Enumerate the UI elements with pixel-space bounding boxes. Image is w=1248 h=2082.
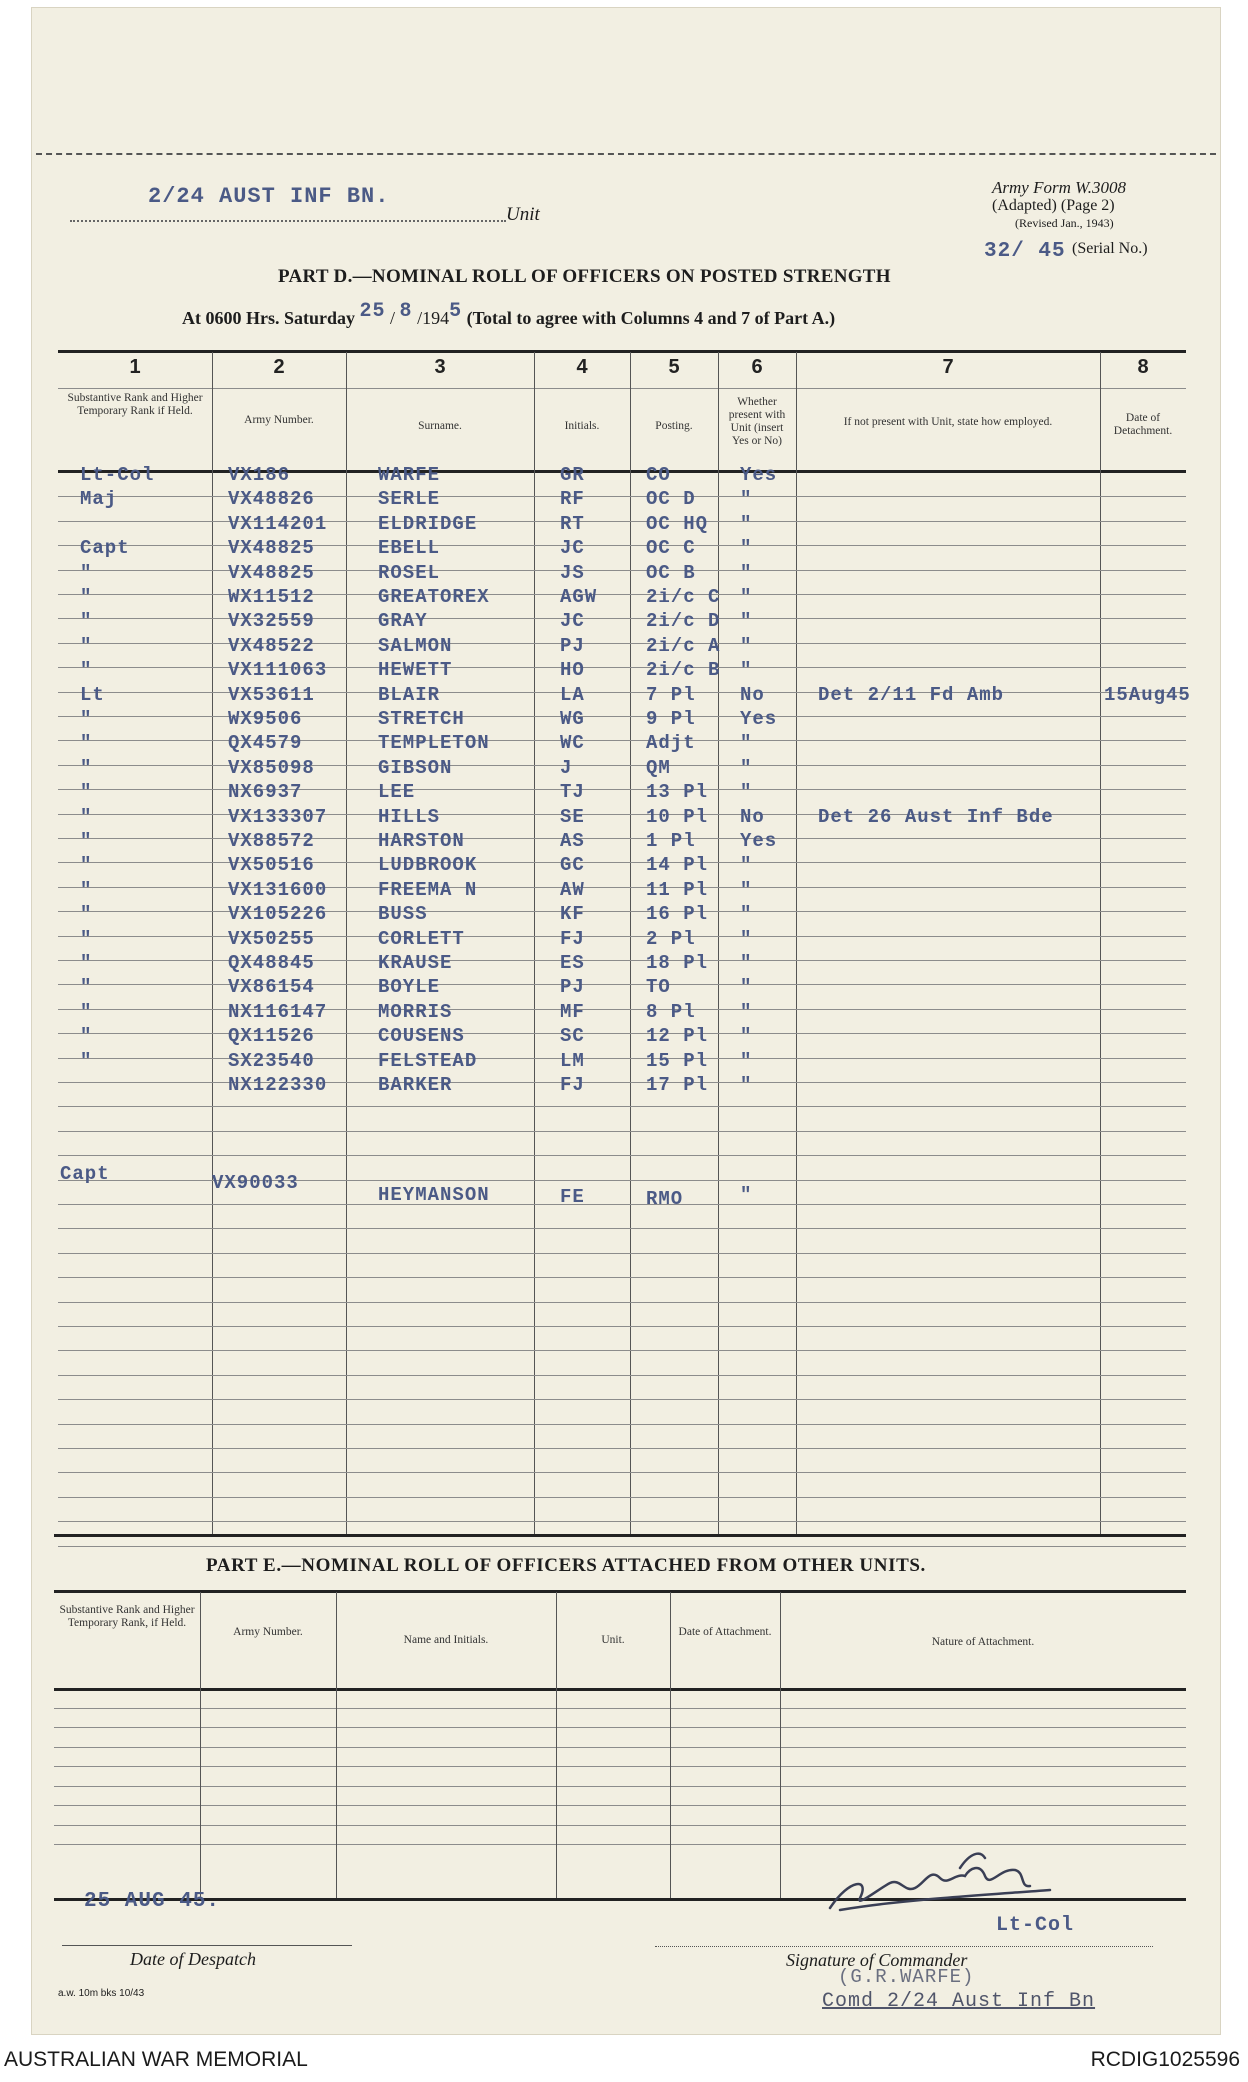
cell-number: NX122330 (228, 1074, 328, 1096)
cell-surname: COUSENS (378, 1025, 465, 1048)
cell-number: QX4579 (228, 732, 303, 755)
column-number: 1 (129, 356, 141, 378)
cell-present: " (740, 488, 753, 511)
part-e-column-divider (556, 1592, 557, 1898)
signature-label: Signature of Commander (786, 1950, 968, 1970)
cell-initials: JC (560, 537, 585, 560)
row-rule (58, 1448, 1186, 1449)
cell-surname: GREATOREX (378, 586, 490, 608)
column-number: 2 (273, 356, 285, 378)
cell-initials: FJ (560, 927, 585, 950)
column-number: 5 (668, 356, 680, 378)
cell-present: " (740, 878, 753, 901)
cell-rank: " (80, 1025, 93, 1048)
cell-posting: 7 Pl (646, 683, 696, 706)
unit-label: Unit (506, 204, 540, 225)
month-value: 8 (399, 300, 413, 323)
cell-initials: SC (560, 1025, 585, 1048)
part-e-row-rule (54, 1825, 1186, 1826)
cell-rank: Maj (80, 488, 118, 511)
cell-present: " (740, 976, 753, 999)
cell-number: VX114201 (228, 512, 328, 535)
part-e-row-rule (54, 1708, 1186, 1709)
cell-employed: Det 26 Aust Inf Bde (818, 805, 1054, 828)
part-e-row-rule (54, 1747, 1186, 1748)
cell-rank: Lt-Col (80, 464, 155, 486)
cell-present: " (740, 1074, 753, 1096)
cell-initials: RT (560, 512, 585, 535)
cell-present: No (740, 683, 765, 706)
column-divider (630, 352, 631, 1534)
commander-title: Comd 2/24 Aust Inf Bn (822, 1990, 1096, 2013)
column-divider (534, 352, 535, 1534)
part-e-row-rule (54, 1786, 1186, 1787)
part-e-column-divider (780, 1592, 781, 1898)
cell-number: VX131600 (228, 878, 328, 901)
cell-present: " (740, 1000, 753, 1023)
cell-surname: LUDBROOK (378, 854, 478, 877)
cell-rank: " (80, 781, 93, 804)
cell-posting: 9 Pl (646, 708, 696, 730)
despatch-line (62, 1945, 352, 1946)
cell-number: VX50516 (228, 854, 315, 877)
cell-surname: HARSTON (378, 830, 465, 852)
cell-initials: SE (560, 805, 585, 828)
header-number-rule (58, 388, 1186, 389)
day-value: 25 (359, 300, 386, 323)
part-e-header-rule (54, 1688, 1186, 1691)
cell-rank: " (80, 976, 93, 999)
part-e-row-rule (54, 1727, 1186, 1728)
cell-initials: PJ (560, 976, 585, 999)
row-rule (58, 1375, 1186, 1376)
cell-posting: 10 Pl (646, 805, 709, 828)
part-d-title: PART D.—NOMINAL ROLL OF OFFICERS ON POSTED STRENGTH (278, 266, 891, 287)
cell-present: " (740, 537, 753, 560)
row-rule (58, 1155, 1186, 1156)
cell-initials: LM (560, 1049, 585, 1072)
cell-posting: OC B (646, 561, 696, 584)
cell-number: VX53611 (228, 683, 315, 706)
part-e-row-rule (54, 1805, 1186, 1806)
row-rule (58, 1472, 1186, 1473)
cell-present: " (740, 781, 753, 804)
part-e-row-rule (54, 1766, 1186, 1767)
row-rule (58, 1350, 1186, 1351)
column-number: 6 (751, 356, 763, 378)
form-line-3: (Revised Jan., 1943) (1015, 216, 1114, 230)
cell-initials: LA (560, 683, 585, 706)
unit-value: 2/24 AUST INF BN. (148, 184, 390, 209)
cell-number: VX50255 (228, 927, 315, 950)
row-rule (58, 1302, 1186, 1303)
cell-rank: " (80, 586, 93, 608)
despatch-label: Date of Despatch (130, 1949, 256, 1969)
cell-posting: 2i/c B (646, 659, 721, 682)
signature-rank: Lt-Col (996, 1914, 1075, 1937)
column-number: 3 (434, 356, 446, 378)
cell-initials: HO (560, 659, 585, 682)
extra-cell-number: VX90033 (212, 1172, 299, 1194)
despatch-date: 25 AUG 45. (84, 1890, 221, 1913)
cell-posting: 15 Pl (646, 1049, 709, 1072)
cell-posting: 2i/c D (646, 610, 721, 633)
cell-posting: OC HQ (646, 512, 709, 535)
cell-present: " (740, 927, 753, 950)
column-header: Posting. (655, 420, 693, 432)
column-header: Whether present with Unit (insert Yes or No) (728, 396, 786, 447)
archive-left: AUSTRALIAN WAR MEMORIAL (4, 2048, 308, 2071)
serial-value: 32/ 45 (984, 240, 1066, 263)
column-header: Surname. (418, 420, 462, 432)
year-prefix: /194 (417, 308, 450, 328)
cell-initials: AW (560, 878, 585, 901)
cell-posting: 13 Pl (646, 781, 709, 804)
column-divider (718, 352, 719, 1534)
cell-posting: OC D (646, 488, 696, 511)
cell-posting: 17 Pl (646, 1074, 709, 1096)
cell-present: " (740, 854, 753, 877)
print-code: a.w. 10m bks 10/43 (58, 1988, 145, 1999)
cell-rank: " (80, 805, 93, 828)
cell-number: WX9506 (228, 708, 303, 730)
cell-surname: HEWETT (378, 659, 453, 682)
column-header: If not present with Unit, state how employed. (843, 416, 1053, 428)
cell-posting: CO (646, 464, 671, 486)
part-d-date-line (182, 300, 836, 331)
cell-surname: STRETCH (378, 708, 465, 730)
cell-surname: EBELL (378, 537, 441, 560)
cell-number: QX11526 (228, 1025, 315, 1048)
cell-surname: MORRIS (378, 1000, 453, 1023)
cell-posting: OC C (646, 537, 696, 560)
cell-number: VX48522 (228, 634, 315, 657)
archive-right: RCDIG1025596 (1090, 2048, 1240, 2071)
cell-rank: " (80, 830, 93, 852)
cell-surname: TEMPLETON (378, 732, 490, 755)
cell-rank: " (80, 952, 93, 974)
cell-initials: AS (560, 830, 585, 852)
cell-rank: " (80, 561, 93, 584)
cell-surname: SALMON (378, 634, 453, 657)
part-e-column-header: Substantive Rank and Higher Temporary Rank, if Held. (59, 1604, 195, 1629)
column-number: 4 (576, 356, 588, 378)
cell-number: NX6937 (228, 781, 303, 804)
cell-number: VX48825 (228, 561, 315, 584)
cell-surname: GRAY (378, 610, 428, 633)
cell-rank: " (80, 903, 93, 926)
cell-posting: 2 Pl (646, 927, 696, 950)
column-divider (212, 352, 213, 1534)
cell-date: 15Aug45 (1104, 683, 1191, 706)
cell-surname: SERLE (378, 488, 441, 511)
serial-label: (Serial No.) (1072, 240, 1148, 257)
column-header: Army Number. (244, 414, 314, 426)
part-e-column-divider (336, 1592, 337, 1898)
part-e-column-divider (670, 1592, 671, 1898)
cell-initials: GC (560, 854, 585, 877)
cell-posting: 11 Pl (646, 878, 709, 901)
cell-posting: 14 Pl (646, 854, 709, 877)
part-e-column-divider (200, 1592, 201, 1898)
cell-surname: FELSTEAD (378, 1049, 478, 1072)
cell-surname: KRAUSE (378, 952, 453, 974)
cell-number: VX186 (228, 464, 291, 486)
cell-present: " (740, 732, 753, 755)
signature-line (655, 1946, 1153, 1947)
cell-rank: " (80, 610, 93, 633)
row-rule (58, 1228, 1186, 1229)
row-rule (58, 1106, 1186, 1107)
cell-initials: GR (560, 464, 585, 486)
extra-cell-initials: FE (560, 1186, 585, 1208)
cell-initials: J (560, 756, 573, 779)
unit-dotted-line (70, 220, 506, 222)
cell-present: " (740, 756, 753, 779)
year-suffix: 5 (449, 300, 463, 323)
cell-surname: BLAIR (378, 683, 441, 706)
cell-posting: 8 Pl (646, 1000, 696, 1023)
cell-posting: TO (646, 976, 671, 999)
table-bottom-rule (54, 1534, 1186, 1537)
column-header: Initials. (564, 420, 600, 432)
cell-initials: TJ (560, 781, 585, 804)
row-rule (58, 1277, 1186, 1278)
cell-posting: Adjt (646, 732, 696, 755)
row-rule (58, 1253, 1186, 1254)
row-rule (58, 1521, 1186, 1522)
part-e-top-rule (54, 1590, 1186, 1593)
cell-initials: KF (560, 903, 585, 926)
cell-initials: FJ (560, 1074, 585, 1096)
part-e-column-header: Unit. (601, 1634, 625, 1646)
cell-present: Yes (740, 830, 778, 852)
row-rule (58, 1326, 1186, 1327)
row-rule (58, 1497, 1186, 1498)
cell-rank: " (80, 927, 93, 950)
cell-number: VX48826 (228, 488, 315, 511)
cell-rank: " (80, 854, 93, 877)
extra-cell-posting: RMO (646, 1188, 684, 1210)
extra-cell-rank: Capt (60, 1163, 110, 1185)
row-rule (58, 1399, 1186, 1400)
cell-initials: PJ (560, 634, 585, 657)
cell-posting: QM (646, 756, 671, 779)
cell-surname: ROSEL (378, 561, 441, 584)
cell-surname: LEE (378, 781, 416, 804)
cell-number: VX133307 (228, 805, 328, 828)
cell-initials: AGW (560, 586, 598, 608)
cell-initials: RF (560, 488, 585, 511)
total-note: (Total to agree with Columns 4 and 7 of Part A.) (466, 308, 836, 328)
cell-number: VX48825 (228, 537, 315, 560)
row-rule (58, 1131, 1186, 1132)
cell-surname: FREEMA N (378, 878, 478, 901)
cell-posting: 12 Pl (646, 1025, 709, 1048)
cell-present: Yes (740, 464, 778, 486)
cell-surname: BOYLE (378, 976, 441, 999)
cell-number: VX32559 (228, 610, 315, 633)
form-line-2: (Adapted) (Page 2) (992, 197, 1115, 214)
cell-initials: JS (560, 561, 585, 584)
cell-initials: JC (560, 610, 585, 633)
cell-rank: " (80, 1049, 93, 1072)
cell-posting: 2i/c C (646, 586, 721, 608)
form-line-1: Army Form W.3008 (992, 178, 1126, 197)
part-e-column-header: Army Number. (233, 1626, 303, 1638)
cell-surname: GIBSON (378, 756, 453, 779)
cell-number: WX11512 (228, 586, 315, 608)
cell-initials: WC (560, 732, 585, 755)
cell-rank: " (80, 659, 93, 682)
cell-rank: " (80, 708, 93, 730)
cell-initials: ES (560, 952, 585, 974)
part-e-title: PART E.—NOMINAL ROLL OF OFFICERS ATTACHED FROM OTHER UNITS. (206, 1555, 926, 1576)
cell-surname: HILLS (378, 805, 441, 828)
cell-surname: ELDRIDGE (378, 512, 478, 535)
cell-present: Yes (740, 708, 778, 730)
column-divider (796, 352, 797, 1534)
cell-number: VX105226 (228, 903, 328, 926)
cell-number: VX85098 (228, 756, 315, 779)
cell-employed: Det 2/11 Fd Amb (818, 683, 1005, 706)
cell-present: " (740, 512, 753, 535)
cell-rank: " (80, 1000, 93, 1023)
cell-present: No (740, 805, 765, 828)
perforation-line (36, 153, 1216, 155)
cell-rank: " (80, 756, 93, 779)
part-e-column-header: Name and Initials. (403, 1634, 489, 1646)
cell-present: " (740, 659, 753, 682)
date-slash: / (390, 308, 396, 328)
cell-present: " (740, 561, 753, 584)
cell-present: " (740, 634, 753, 657)
cell-initials: WG (560, 708, 585, 730)
cell-present: " (740, 903, 753, 926)
cell-surname: BUSS (378, 903, 428, 926)
cell-present: " (740, 1025, 753, 1048)
cell-number: VX86154 (228, 976, 315, 999)
cell-initials: MF (560, 1000, 585, 1023)
cell-number: SX23540 (228, 1049, 315, 1072)
cell-number: QX48845 (228, 952, 315, 974)
cell-rank: " (80, 732, 93, 755)
column-number: 8 (1137, 356, 1149, 378)
cell-rank: Lt (80, 683, 105, 706)
cell-number: VX88572 (228, 830, 315, 852)
table-top-rule (58, 350, 1186, 353)
cell-posting: 1 Pl (646, 830, 696, 852)
cell-present: " (740, 586, 753, 608)
cell-present: " (740, 1049, 753, 1072)
column-number: 7 (942, 356, 954, 378)
row-rule (58, 1424, 1186, 1425)
cell-posting: 16 Pl (646, 903, 709, 926)
part-e-column-header: Date of Attachment. (678, 1626, 772, 1638)
column-header: Substantive Rank and Higher Temporary Rank if Held. (67, 392, 203, 417)
cell-posting: 18 Pl (646, 952, 709, 974)
at-prefix: At 0600 Hrs. Saturday (182, 308, 356, 328)
cell-rank: " (80, 634, 93, 657)
commander-name: (G.R.WARFE) (838, 1966, 975, 1988)
cell-surname: WARFE (378, 464, 441, 486)
row-rule (58, 1546, 1186, 1547)
column-divider (1100, 352, 1101, 1534)
extra-cell-surname: HEYMANSON (378, 1184, 490, 1206)
cell-surname: BARKER (378, 1074, 453, 1096)
cell-posting: 2i/c A (646, 634, 721, 657)
cell-present: " (740, 952, 753, 974)
column-divider (346, 352, 347, 1534)
cell-rank: Capt (80, 537, 130, 560)
cell-number: VX111063 (228, 659, 328, 682)
cell-present: " (740, 610, 753, 633)
extra-cell-present: " (740, 1184, 753, 1206)
cell-number: NX116147 (228, 1000, 328, 1023)
cell-surname: CORLETT (378, 927, 465, 950)
cell-rank: " (80, 878, 93, 901)
column-header: Date of Detachment. (1113, 412, 1173, 437)
part-e-column-header: Nature of Attachment. (931, 1636, 1035, 1648)
row-rule (58, 1204, 1186, 1205)
